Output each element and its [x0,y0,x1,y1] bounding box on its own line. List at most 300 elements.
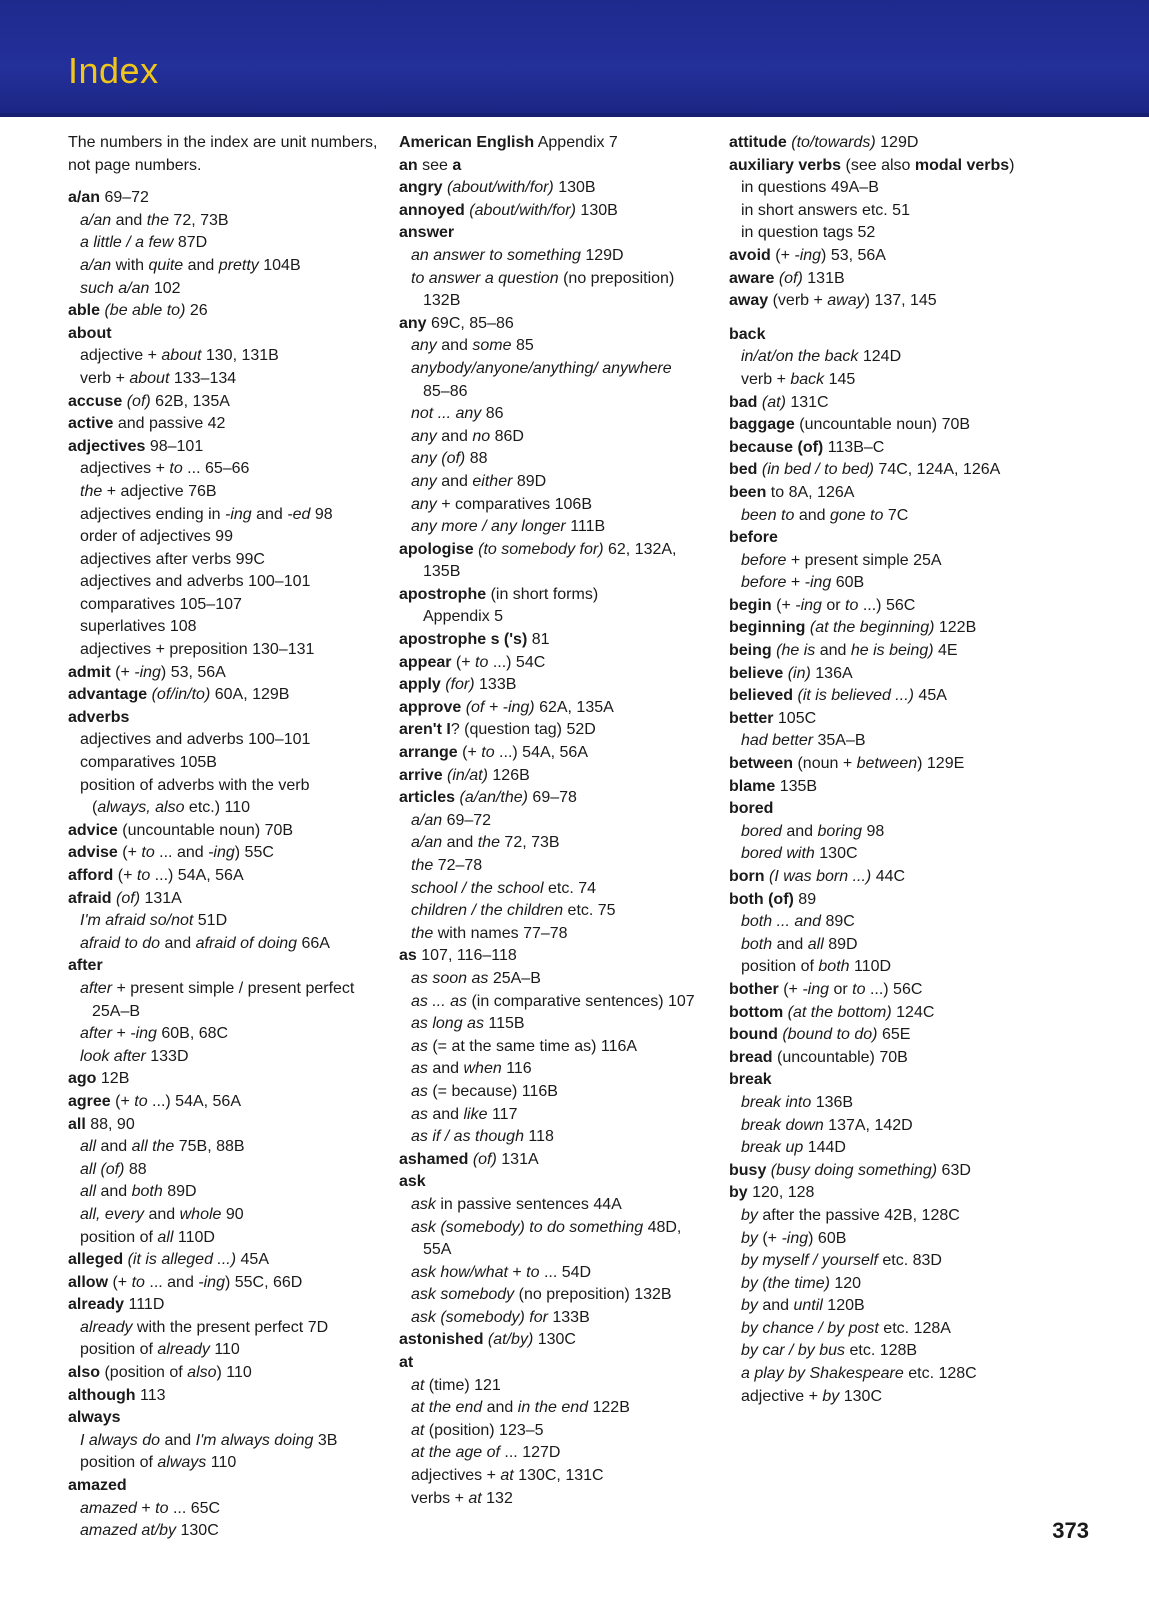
entry-text: ...) 54A, 56A [150,867,244,884]
entry-text: (at the beginning) [809,619,935,637]
index-subentry [399,1465,709,1488]
index-entry [399,652,709,675]
index-entry [68,684,378,707]
entry-text: as long as [411,1015,484,1033]
index-subentry [68,255,378,278]
entry-text: after [80,979,113,997]
entry-text: 145 [824,370,856,388]
index-subentry [68,210,378,233]
index-entry [68,391,378,414]
index-entry [399,1352,709,1375]
index-subentry [729,1363,1039,1386]
entry-text: look after [80,1047,146,1065]
entry-text: and [160,934,196,952]
index-subentry [399,1284,709,1307]
entry-text: all the [131,1138,175,1156]
entry-text: 55A [423,1241,452,1259]
entry-text: (no preposition) [558,269,675,287]
entry-text: 132 [481,1489,513,1507]
entry-text: position of adverbs with the verb [80,776,310,794]
index-subentry [68,1023,378,1046]
index-entry [399,313,709,336]
entry-text: (uncountable noun) 70B [794,416,971,434]
entry-text: adjectives + [411,1467,501,1485]
entry-text: quite [148,256,184,274]
entry-text: to [136,867,151,884]
entry-text: 88, 90 [85,1115,135,1133]
index-subentry [729,934,1039,957]
entry-text: (in/at) [447,766,488,784]
index-subentry [729,1386,1039,1409]
entry-text: aren't I [399,721,451,739]
entry-text: bother [729,980,779,998]
entry-text: by (the time) [741,1274,830,1292]
entry-text: 122B [588,1399,630,1417]
entry-text: 130C [533,1331,576,1349]
index-subentry [399,1375,709,1398]
entry-text: apologise [399,540,474,558]
entry-text: 116 [501,1060,532,1078]
entry-text: appear [399,653,452,671]
entry-text: the [146,211,169,229]
index-entry [68,865,378,888]
index-subentry [68,616,378,639]
entry-text: always [157,1454,207,1472]
index-entry [399,132,709,155]
entry-text: 74C, 124A, 126A [873,461,1001,479]
index-subentry [399,1013,709,1036]
entry-text: articles [399,789,456,807]
entry-text: about [161,347,202,365]
entry-text: (no preposition) 132B [514,1286,672,1304]
entry-text: 129D [580,246,624,264]
entry-text: any [411,427,437,445]
entry-text: and [815,642,851,660]
entry-text: position of [80,1341,158,1359]
entry-text: 89D [162,1183,197,1201]
index-entry [729,685,1039,708]
entry-text: bored with [741,845,815,863]
index-subentry [729,956,1039,979]
index-entry [68,1068,378,1091]
index-subentry [68,1498,378,1521]
index-entry [729,889,1039,912]
entry-text: as [411,1060,428,1078]
entry-text: blame [729,777,776,795]
entry-text: 98 [862,822,885,840]
entry-text: 60B [831,574,865,592]
entry-text: after [80,1025,113,1043]
entry-text: after the passive 42B, 128C [757,1206,960,1224]
entry-text: (+ [110,663,135,681]
index-entry [399,945,709,968]
entry-text: ask how/what [411,1263,508,1281]
entry-text: to [852,980,866,998]
index-subentry [68,232,378,255]
entry-text: (+ [457,744,482,762]
entry-text: 7C [883,506,909,524]
entry-text: etc. 128A [878,1319,951,1337]
entry-text: + [112,1025,131,1043]
entry-text: anybody/anyone/anything/ anywhere [411,359,672,377]
entry-text: (he is [776,642,816,660]
index-subentry [68,526,378,549]
entry-text: an [399,156,418,174]
index-subentry [68,933,378,956]
entry-text: (uncountable) 70B [772,1048,908,1066]
entry-text: (time) 121 [424,1376,501,1394]
index-entry [399,1329,709,1352]
index-entry [68,436,378,459]
entry-text: 104B [258,256,301,274]
entry-text: superlatives 108 [80,618,197,636]
entry-text: or [821,596,846,614]
index-entry [68,1249,378,1272]
entry-text: ask [411,1195,436,1213]
entry-text: bread [729,1048,773,1066]
index-entry [729,527,1039,550]
entry-text: ? (question tag) 52D [450,721,596,739]
entry-text: attitude [729,134,787,151]
entry-text: break [729,1071,772,1089]
entry-text: a [452,156,462,174]
entry-text: answer [399,224,455,242]
entry-text: ask (somebody) to do something [411,1218,644,1236]
index-entry [399,1171,709,1194]
entry-text: 110 [209,1341,240,1359]
entry-text: bottom [729,1003,784,1021]
index-subentry [729,177,1039,200]
index-subentry [68,1136,378,1159]
entry-text: 66A [297,934,330,952]
entry-text: 110 [206,1454,237,1472]
entry-text: 45A [236,1251,269,1269]
entry-text: 89C [821,913,855,931]
entry-text: 72, 73B [168,211,229,229]
entry-text: begin [729,596,772,614]
entry-text: 51D [193,912,228,930]
entry-text: and [794,506,830,524]
entry-text: (verb + [768,292,828,310]
index-subentry [399,968,709,991]
index-entry [68,1385,378,1408]
index-entry [729,132,1039,155]
entry-text: 81 [527,631,550,649]
index-subentry [729,730,1039,753]
entry-text: or [829,980,853,998]
entry-text: some [472,337,512,355]
entry-text: verb + [80,369,130,387]
entry-text: 69–78 [527,789,577,807]
entry-text: also [68,1364,101,1382]
entry-text: (position of [100,1364,188,1382]
entry-text: a play by Shakespeare [741,1365,904,1383]
entry-text: (at) [761,393,786,411]
entry-text: (+ [771,596,796,614]
index-entry [729,1002,1039,1025]
index-entry [399,155,709,178]
index-subentry [68,481,378,504]
entry-text: 35A–B [813,732,866,750]
entry-text: to [134,1092,148,1110]
entry-text: + [786,574,805,592]
index-entry [68,955,378,978]
entry-text: 110D [849,958,892,976]
index-entry [729,459,1039,482]
index-subentry [729,1250,1039,1273]
entry-text: 135B [423,563,461,581]
entry-text: + adjective 76B [102,482,217,500]
entry-text: always, also [97,799,185,817]
index-subentry [729,1115,1039,1138]
entry-text: and [757,1297,794,1315]
entry-text: 62A, 135A [534,698,614,716]
index-subentry [729,346,1039,369]
index-subentry [399,810,709,833]
entry-text: -ing [794,246,822,264]
entry-text: (+ [778,980,803,998]
entry-text: about [129,369,170,387]
entry-text: (about/with/for) [447,179,554,197]
entry-text: ago [68,1070,97,1088]
index-entry [729,245,1039,268]
entry-text: by [741,1206,758,1224]
entry-text: away [827,292,865,310]
entry-text: afraid [68,889,112,907]
index-entry [68,1475,378,1498]
entry-text: in/at/on the back [741,348,859,366]
entry-text: arrange [399,744,458,762]
entry-text: 75B, 88B [174,1138,245,1156]
entry-text: 85–86 [423,382,468,400]
entry-text: until [793,1297,823,1315]
entry-text: by [729,1184,748,1202]
entry-text: ashamed [399,1150,469,1168]
entry-text: (I was born ...) [769,868,872,885]
entry-text: -ing [795,596,822,614]
entry-text: already [68,1296,125,1314]
entry-text: the [411,924,434,942]
entry-text: 72–78 [433,857,483,874]
index-subentry [729,222,1039,245]
index-entry [399,1149,709,1172]
entry-text: in the end [517,1399,589,1417]
index-entry [729,1160,1039,1183]
entry-text: (at the bottom) [787,1003,892,1021]
entry-text: (= at the same time as) 116A [427,1037,638,1055]
entry-text: 45A [913,687,947,705]
index-subentry [729,200,1039,223]
index-subentry [68,1430,378,1453]
entry-text: 113 [135,1386,166,1404]
entry-text: ( [92,799,98,817]
entry-text: both (of) [729,890,794,908]
entry-text: at the end [411,1399,483,1417]
index-entry [68,820,378,843]
entry-text: break up [741,1139,804,1157]
entry-text: 132B [423,292,461,310]
index-entry [68,888,378,911]
index-subentry [399,1307,709,1330]
entry-text: -ing [224,505,252,523]
index-subentry [399,1397,709,1420]
entry-text: adjectives and adverbs 100–101 [80,731,311,749]
entry-text: 124D [858,348,902,366]
entry-text: ) 129E [917,755,965,773]
entry-text: Appendix 5 [423,608,504,626]
index-subentry [399,1058,709,1081]
entry-text: -ing [802,980,830,998]
index-entry [399,742,709,765]
index-entry [399,787,709,810]
entry-text: 85 [511,337,534,355]
entry-text: pretty [218,256,259,274]
entry-text: 25A–B [92,1002,141,1020]
index-entry [399,584,709,607]
index-entry [729,1047,1039,1070]
entry-text: the [477,834,500,852]
entry-text: the [411,857,434,874]
entry-text: 118 [523,1128,554,1146]
index-subentry [68,458,378,481]
entry-text: adjectives after verbs 99C [80,550,265,568]
entry-text: with the present perfect 7D [132,1318,329,1336]
entry-text: been [729,483,767,501]
index-entry [729,1069,1039,1092]
entry-text: better [729,709,774,727]
entry-text: all [807,935,824,953]
index-column-2 [399,132,709,1510]
entry-text: 89D [823,935,858,953]
index-entry [399,629,709,652]
entry-text: 131B [802,269,845,287]
entry-text: both [131,1183,163,1201]
entry-text: 89D [512,472,547,490]
index-entry [729,617,1039,640]
entry-text: (to somebody for) [478,540,604,558]
entry-text: such a/an [80,279,150,297]
entry-text: 130, 131B [201,347,279,365]
entry-text: 86 [481,405,504,423]
index-subentry [729,1340,1039,1363]
entry-text: ... 127D [499,1444,561,1462]
entry-text: as [411,1105,428,1123]
entry-text: to [141,844,155,862]
index-subentry [399,1239,709,1262]
entry-text: whole [179,1205,222,1223]
index-subentry [399,448,709,471]
index-subentry [68,1181,378,1204]
entry-text: 133–134 [169,369,237,387]
index-subentry [399,335,709,358]
index-entry [68,1114,378,1137]
entry-text: amazed [68,1477,127,1495]
entry-text: also [187,1364,217,1382]
entry-text: a/an [80,211,112,229]
entry-text: ... 65C [168,1499,221,1517]
entry-text: ) 55C [234,844,274,862]
entry-text: 137A, 142D [823,1116,913,1134]
entry-text: break down [741,1116,824,1134]
entry-text: 115B [483,1015,525,1033]
index-subentry [68,1452,378,1475]
entry-text: 111D [124,1296,165,1314]
entry-text: and [442,834,478,852]
entry-text: both [741,935,773,953]
entry-text: ) 53, 56A [160,663,226,681]
entry-text: angry [399,179,443,197]
index-subentry [68,1159,378,1182]
entry-text: about [68,324,112,342]
entry-text: allow [68,1273,109,1291]
entry-text: as if / as though [411,1128,524,1146]
entry-text: after [68,957,103,975]
index-entry [68,1407,378,1430]
entry-text: all [80,1138,97,1156]
index-subentry [399,358,709,381]
entry-text: etc. 75 [563,902,616,920]
entry-text: 90 [221,1205,244,1223]
index-entry [68,413,378,436]
entry-text: ... 65–66 [182,460,250,478]
entry-text: (position) 123–5 [424,1421,544,1439]
index-subentry [68,1227,378,1250]
entry-text: adjectives [68,437,146,455]
entry-text: (in short forms) [486,585,599,603]
entry-text: believed [729,687,794,705]
entry-text: all [68,1115,86,1133]
intro-text: The numbers in the index are unit numbers, not page numbers. [68,134,378,174]
entry-text: had better [741,732,814,750]
entry-text: between [856,755,918,773]
entry-text: admit [68,663,111,681]
index-subentry [68,278,378,301]
index-subentry [399,923,709,946]
entry-text: verbs + [411,1489,469,1507]
index-entry [729,482,1039,505]
entry-text: in passive sentences 44A [435,1195,622,1213]
entry-text: 60A, 129B [210,686,290,704]
entry-text: adverbs [68,708,130,726]
entry-text: 87D [173,234,208,252]
entry-text: ... 54D [539,1263,592,1281]
entry-text: and [427,1105,464,1123]
entry-text: position of [80,1228,158,1246]
index-subentry [68,594,378,617]
entry-text: etc.) 110 [184,799,250,817]
entry-text: accuse [68,392,123,410]
entry-text: adjectives + preposition 130–131 [80,641,315,659]
index-subentry [68,639,378,662]
entry-text: (of) [778,269,803,287]
entry-text: a/an [411,811,443,829]
index-column-3 [729,132,1039,1408]
entry-text: 69C, 85–86 [426,314,514,332]
entry-text: approve [399,698,462,716]
index-entry [399,200,709,223]
entry-text: (+ [110,1092,135,1110]
index-subentry [729,1137,1039,1160]
page-number: 373 [1052,1518,1089,1543]
entry-text: -ing [130,1025,157,1043]
entry-text: etc. 74 [543,879,597,897]
entry-text: by [822,1387,840,1405]
entry-text: -ing [198,1273,225,1291]
index-subentry [399,1262,709,1285]
entry-text: as ... as [411,992,468,1010]
entry-text: 62B, 135A [150,392,230,410]
index-entries [68,187,378,1543]
